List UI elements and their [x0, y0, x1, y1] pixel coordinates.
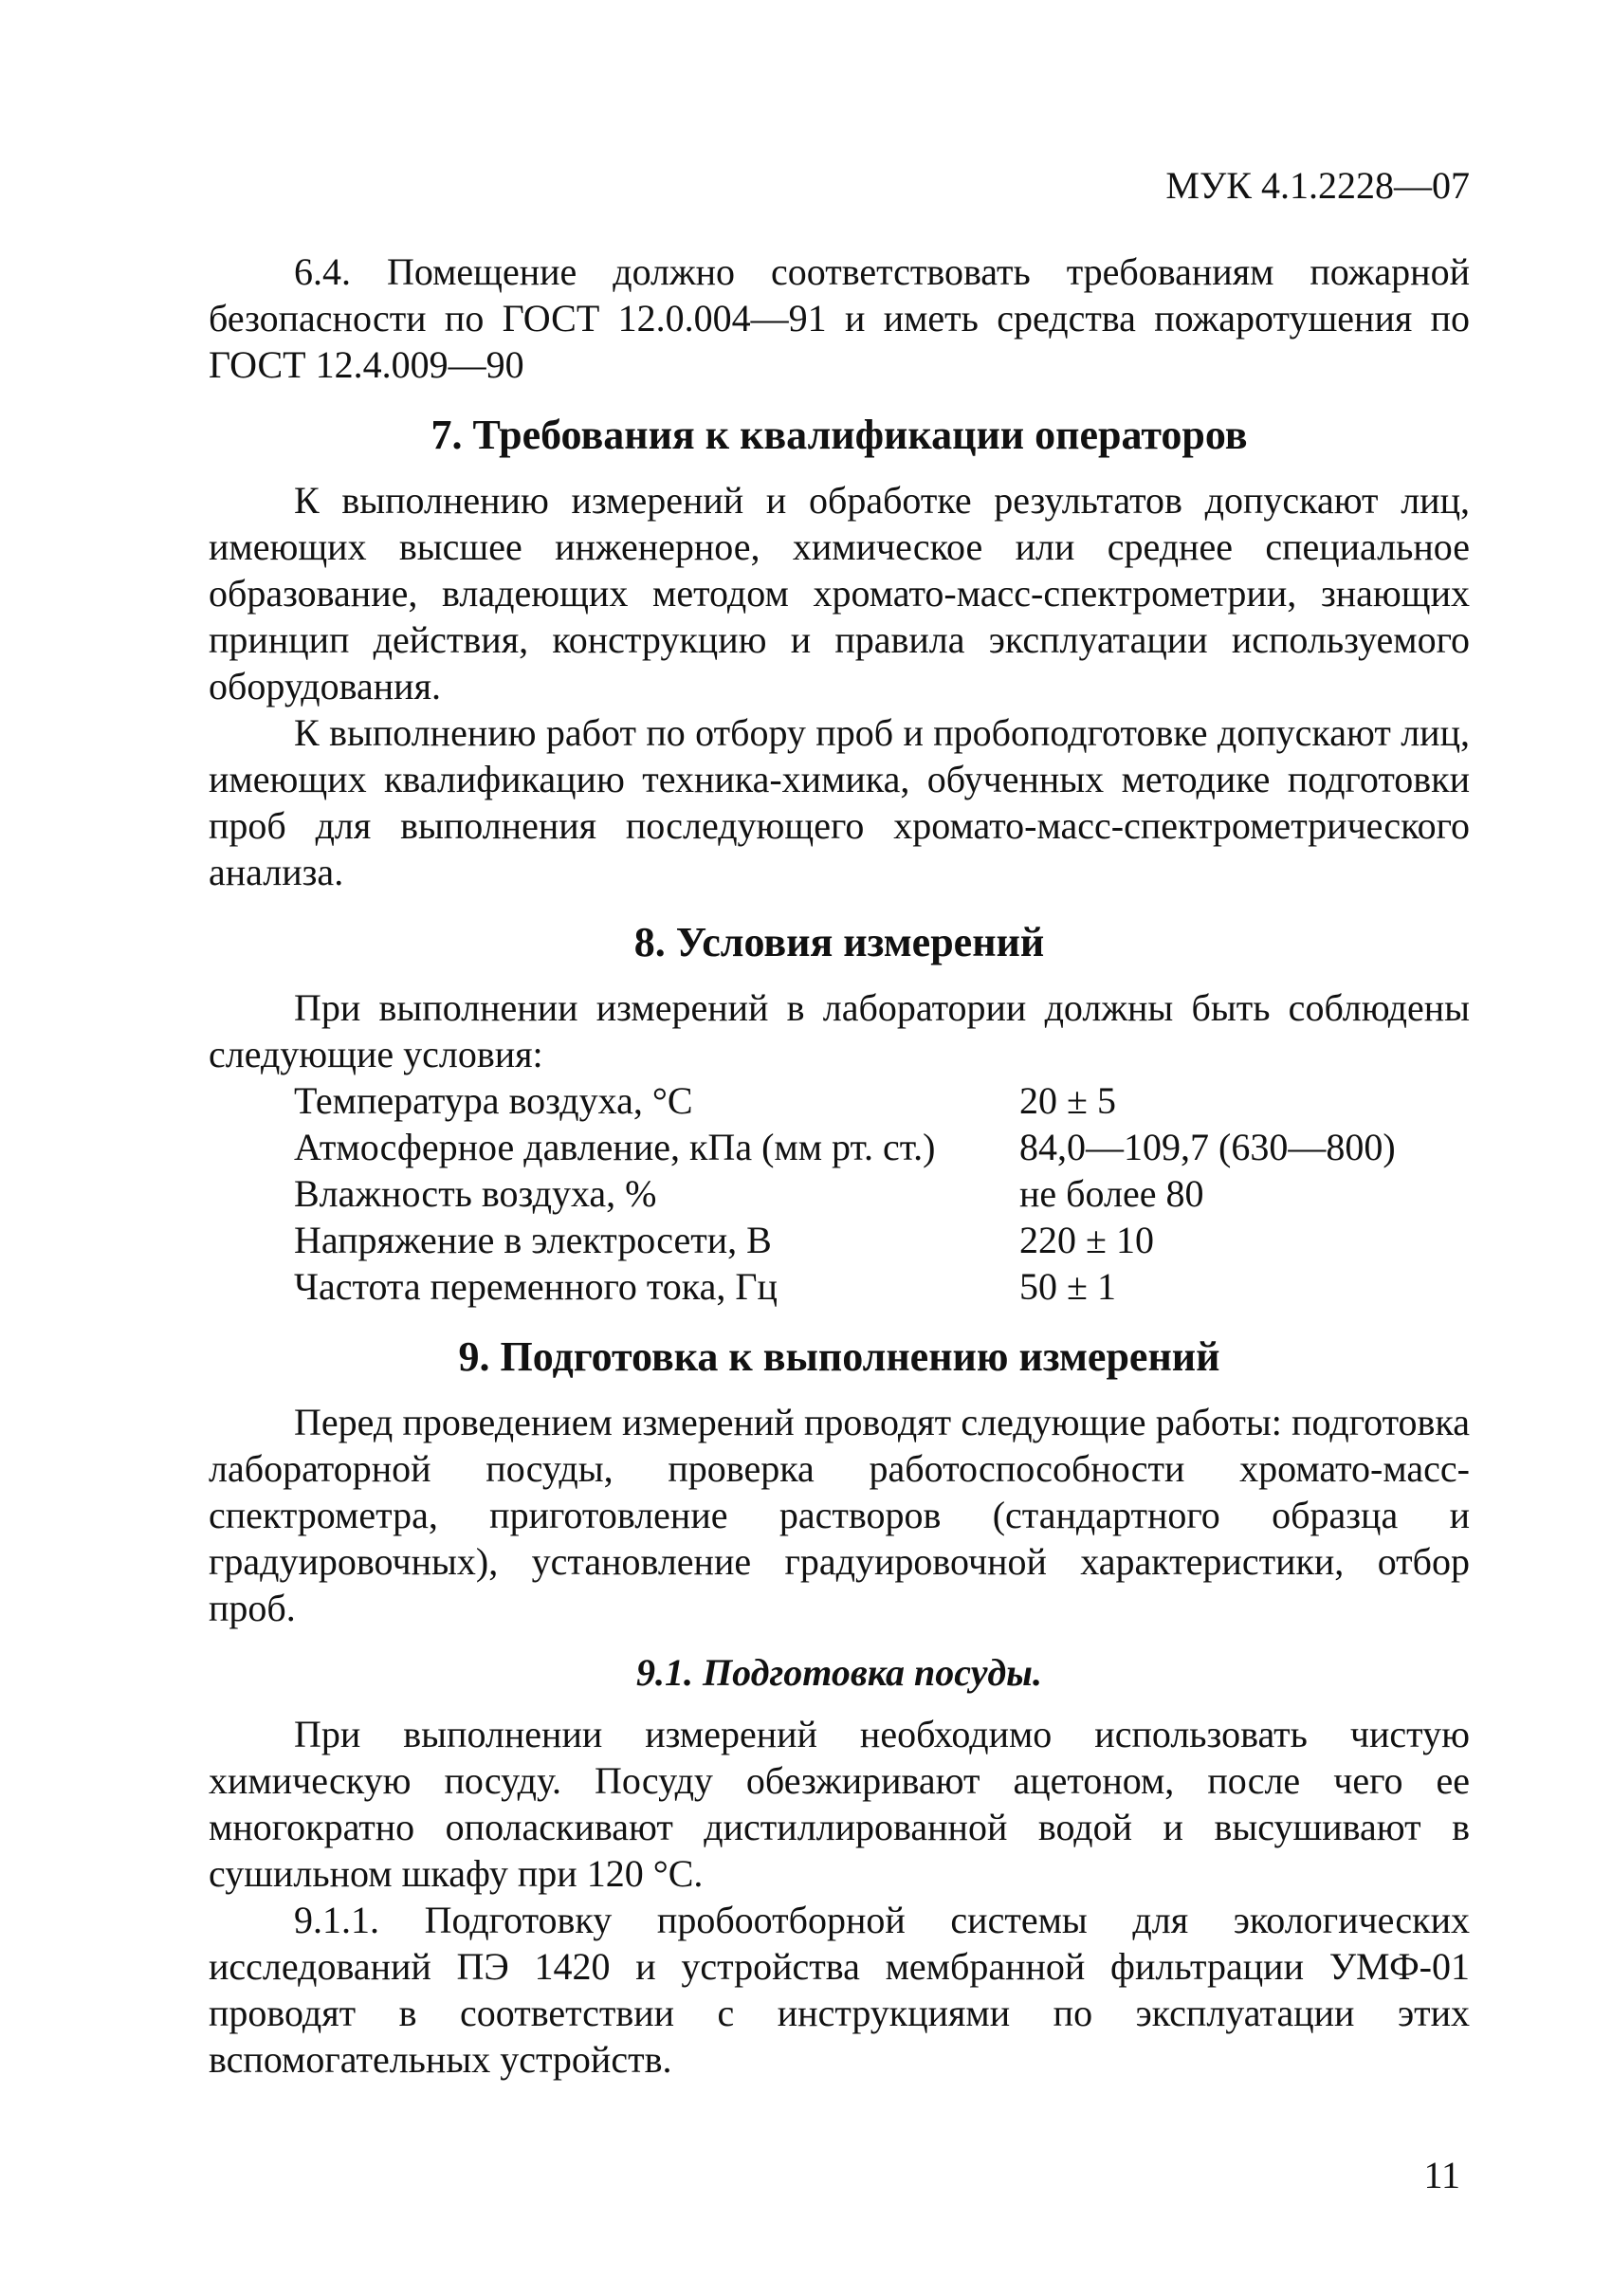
conditions-list [294, 1077, 1470, 1310]
condition-value: 84,0—109,7 (630—800) [1019, 1126, 1396, 1168]
document-code: МУК 4.1.2228—07 [1165, 164, 1470, 207]
section-7-paragraph-1: К выполнению измерений и обработке результатов допускают лиц, имеющих высшее инженерное, химическое или среднее специальное образование, владеющих методом хромато-масс-спектрометрии, знающих принцип действия, конструкцию и правила эксплуатации используемого оборудования. [209, 479, 1470, 707]
condition-row [294, 1124, 1470, 1170]
condition-row [294, 1170, 1470, 1217]
condition-parameter: Напряжение в электросети, В [294, 1219, 772, 1261]
section-7-paragraph-2: К выполнению работ по отбору проб и пробоподготовке допускают лиц, имеющих квалификацию техника-химика, обученных методике подготовки проб для выполнения последующего хромато-масс-спектрометрического анализа. [209, 711, 1470, 893]
condition-row [294, 1263, 1470, 1310]
condition-value: не более 80 [1019, 1172, 1204, 1215]
section-7-title: 7. Требования к квалификации операторов [430, 412, 1248, 458]
condition-value: 20 ± 5 [1019, 1079, 1116, 1122]
condition-parameter: Температура воздуха, °С [294, 1079, 693, 1122]
document-page [209, 161, 1470, 2200]
condition-row [294, 1217, 1470, 1263]
condition-value: 220 ± 10 [1019, 1219, 1154, 1261]
paragraph-6-4: 6.4. Помещение должно соответствовать требованиям пожарной безопасности по ГОСТ 12.0.004—91 и иметь средства пожаротушения по ГОСТ 12.4.009—90 [209, 250, 1470, 386]
section-8-title: 8. Условия измерений [633, 919, 1045, 965]
subsection-9-1-title: 9.1. Подготовка посуды. [636, 1651, 1042, 1694]
condition-parameter: Атмосферное давление, кПа (мм рт. ст.) [294, 1126, 936, 1168]
section-8-intro: При выполнении измерений в лаборатории должны быть соблюдены следующие условия: [209, 986, 1470, 1075]
condition-value: 50 ± 1 [1019, 1265, 1116, 1308]
section-9-intro: Перед проведением измерений проводят следующие работы: подготовка лабораторной посуды, проверка работоспособности хромато-масс-спектрометра, приготовление растворов (стандартного образца и градуировочных), установление градуировочной характеристики, отбор проб. [209, 1401, 1470, 1629]
subsection-9-1-paragraph-1: При выполнении измерений необходимо использовать чистую химическую посуду. Посуду обезжиривают ацетоном, после чего ее многократно ополаскивают дистиллированной водой и высушивают в сушильном шкафу при 120 °С. [209, 1713, 1470, 1895]
condition-parameter: Частота переменного тока, Гц [294, 1265, 778, 1308]
document-body [209, 248, 1470, 2083]
condition-row [294, 1077, 1470, 1124]
section-9-title: 9. Подготовка к выполнению измерений [458, 1333, 1220, 1380]
condition-parameter: Влажность воздуха, % [294, 1172, 657, 1215]
subsection-9-1-paragraph-2: 9.1.1. Подготовку пробоотборной системы для экологических исследований ПЭ 1420 и устройства мембранной фильтрации УМФ-01 проводят в соответствии с инструкциями по эксплуатации этих вспомогательных устройств. [209, 1899, 1470, 2081]
page-number: 11 [1423, 2154, 1460, 2196]
